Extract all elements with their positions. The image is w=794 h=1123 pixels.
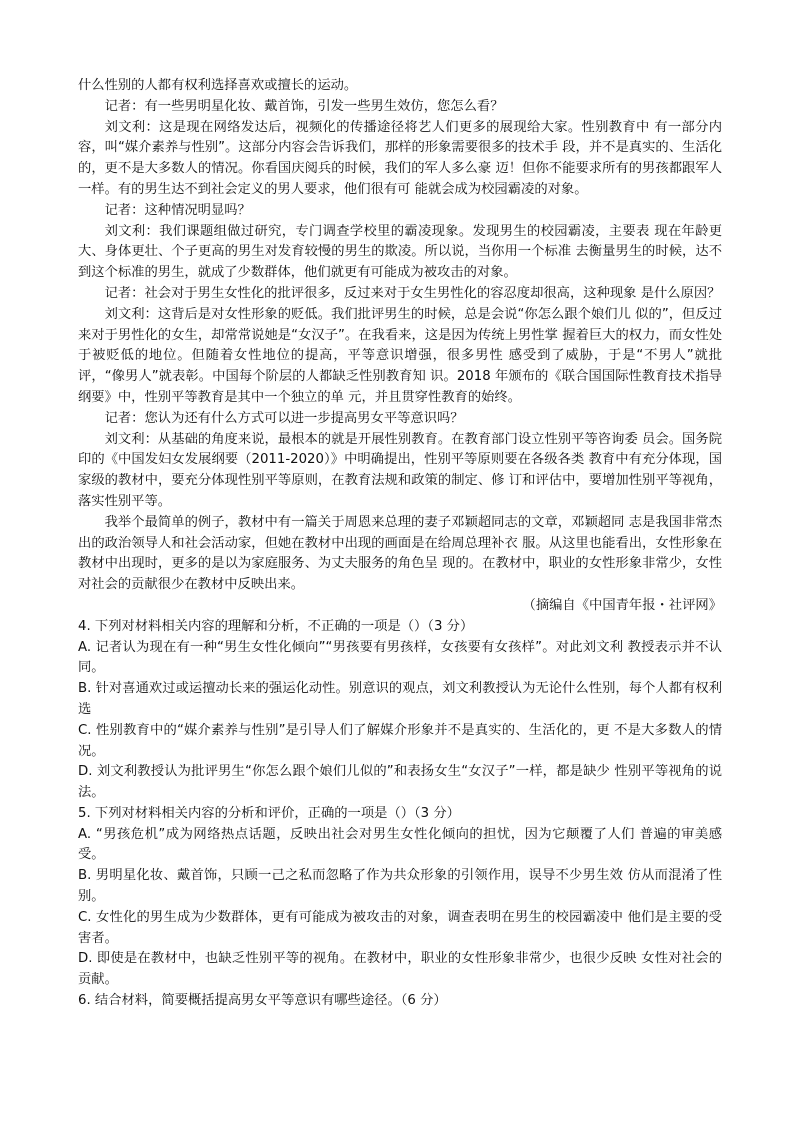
article-paragraph: 记者：您认为还有什么方式可以进一步提高男女平等意识吗？: [104, 410, 464, 426]
question-option: B. 针对喜通欢过或运擅动长来的强运化动性。别意识的观点，刘文利教授认为无论什么性别，每个人都有权利选: [78, 681, 722, 717]
article-paragraph: 什么性别的人都有权利选择喜欢或擅长的运动。: [78, 78, 358, 93]
document-page: [78, 76, 722, 1012]
article-paragraph: 记者：有一些男明星化妆、戴首饰，引发一些男生效仿，您怎么看？: [104, 98, 504, 114]
question-option: C. 性别教育中的“媒介素养与性别”是引导人们了解媒介形象并不是真实的、生活化的，更 不是大多数人的情况。: [78, 722, 722, 759]
article-paragraph: 记者：社会对于男生女性化的批评很多，反过来对于女生男性化的容忍度却很高，这种现象 是什么原因？: [104, 285, 721, 301]
article-paragraph: 记者：这种情况明显吗？: [104, 202, 251, 218]
question-option: D. 刘文利教授认为批评男生“你怎么跟个娘们儿似的”和表扬女生“女汉子”一样，都是缺少 性别平等视角的说法。: [78, 764, 722, 801]
article-source: （摘编自《中国青年报・社评网》: [522, 597, 722, 613]
article-paragraph: 刘文利：这背后是对女性形象的贬低。我们批评男生的时候，总是会说“你怎么跟个娘们儿 似的”，但反过来对于男性化的女生，却常常说她是“女汉子”。在我看来，这是因为传统上男性掌 握着巨大的权力，而女性处于被贬低的地位。但随着女性地位的提高，平等意识增强，很多男性 感受到了威胁，于是“不男人”就批评，“像男人”就表彰。中国每个阶层的人都缺乏性别教育知 识。2018 年颁布的《联合国国际性教育技术指导纲要》中，性别平等教育是其中一个独立的单 元，并且贯穿性教育的始终。: [78, 306, 722, 405]
question-stem: 4. 下列对材料相关内容的理解和分析，不正确的一项是（）（3 分）: [78, 618, 474, 634]
question-option: B. 男明星化妆、戴首饰，只顾一己之私而忽略了作为共众形象的引领作用，误导不少男生效 仿从而混淆了性别。: [78, 868, 722, 905]
question-option: A. 记者认为现在有一种“男生女性化倾向”“男孩要有男孩样，女孩要有女孩样”。对此刘文利 教授表示并不认同。: [78, 639, 722, 676]
article-paragraph: 刘文利：我们课题组做过研究，专门调查学校里的霸凌现象。发现男生的校园霸凌，主要表 现在年龄更大、身体更壮、个子更高的男生对发育较慢的男生的欺凌。所以说，当你用一个标准 去衡量男生的时候，达不到这个标准的男生，就成了少数群体，他们就更有可能成为被攻击的对象。: [78, 223, 722, 281]
question-option: D. 即使是在教材中，也缺乏性别平等的视角。在教材中，职业的女性形象非常少，也很少反映 女性对社会的贡献。: [78, 951, 722, 988]
article-paragraph: 我举个最简单的例子，教材中有一篇关于周恩来总理的妻子邓颖超同志的文章，邓颖超同 志是我国非常杰出的政治领导人和社会活动家，但她在教材中出现的画面是在给周总理补衣 服。从这里也能看出，女性形象在教材中出现时，更多的是以为家庭服务、为丈夫服务的角色呈 现的。在教材中，职业的女性形象非常少，女性对社会的贡献很少在教材中反映出来。: [78, 514, 722, 593]
article-paragraph: 刘文利：这是现在网络发达后，视频化的传播途径将艺人们更多的展现给大家。性别教育中 有一部分内容，叫“媒介素养与性别”。这部分内容会告诉我们，那样的形象需要很多的技术手 段，并不是真实的、生活化的，更不是大多数人的情况。你看国庆阅兵的时候，我们的军人多么豪 迈！但你不能要求所有的男孩都跟军人一样。有的男生达不到社会定义的男人要求，他们很有可 能就会成为校园霸凌的对象。: [78, 119, 722, 197]
question-option: A. “男孩危机”成为网络热点话题，反映出社会对男生女性化倾向的担忧，因为它颠覆了人们 普遍的审美感受。: [78, 826, 722, 863]
article-paragraph: 刘文利：从基础的角度来说，最根本的就是开展性别教育。在教育部门设立性别平等咨询委 员会。国务院印的《中国发妇女发展纲要（2011-2020）》中明确提出，性别平等原则要在各级各类 教育中有充分体现，国家级的教材中，要充分体现性别平等原则，在教育法规和政策的制定、修 订和评估中，要增加性别平等视角，落实性别平等。: [78, 431, 722, 509]
question-stem: 5. 下列对材料相关内容的分析和评价，正确的一项是（）（3 分）: [78, 805, 460, 821]
question-option: C. 女性化的男生成为少数群体，更有可能成为被攻击的对象，调查表明在男生的校园霸凌中 他们是主要的受害者。: [78, 909, 722, 946]
question-stem: 6. 结合材料，简要概括提高男女平等意识有哪些途径。（6 分）: [78, 993, 447, 1009]
